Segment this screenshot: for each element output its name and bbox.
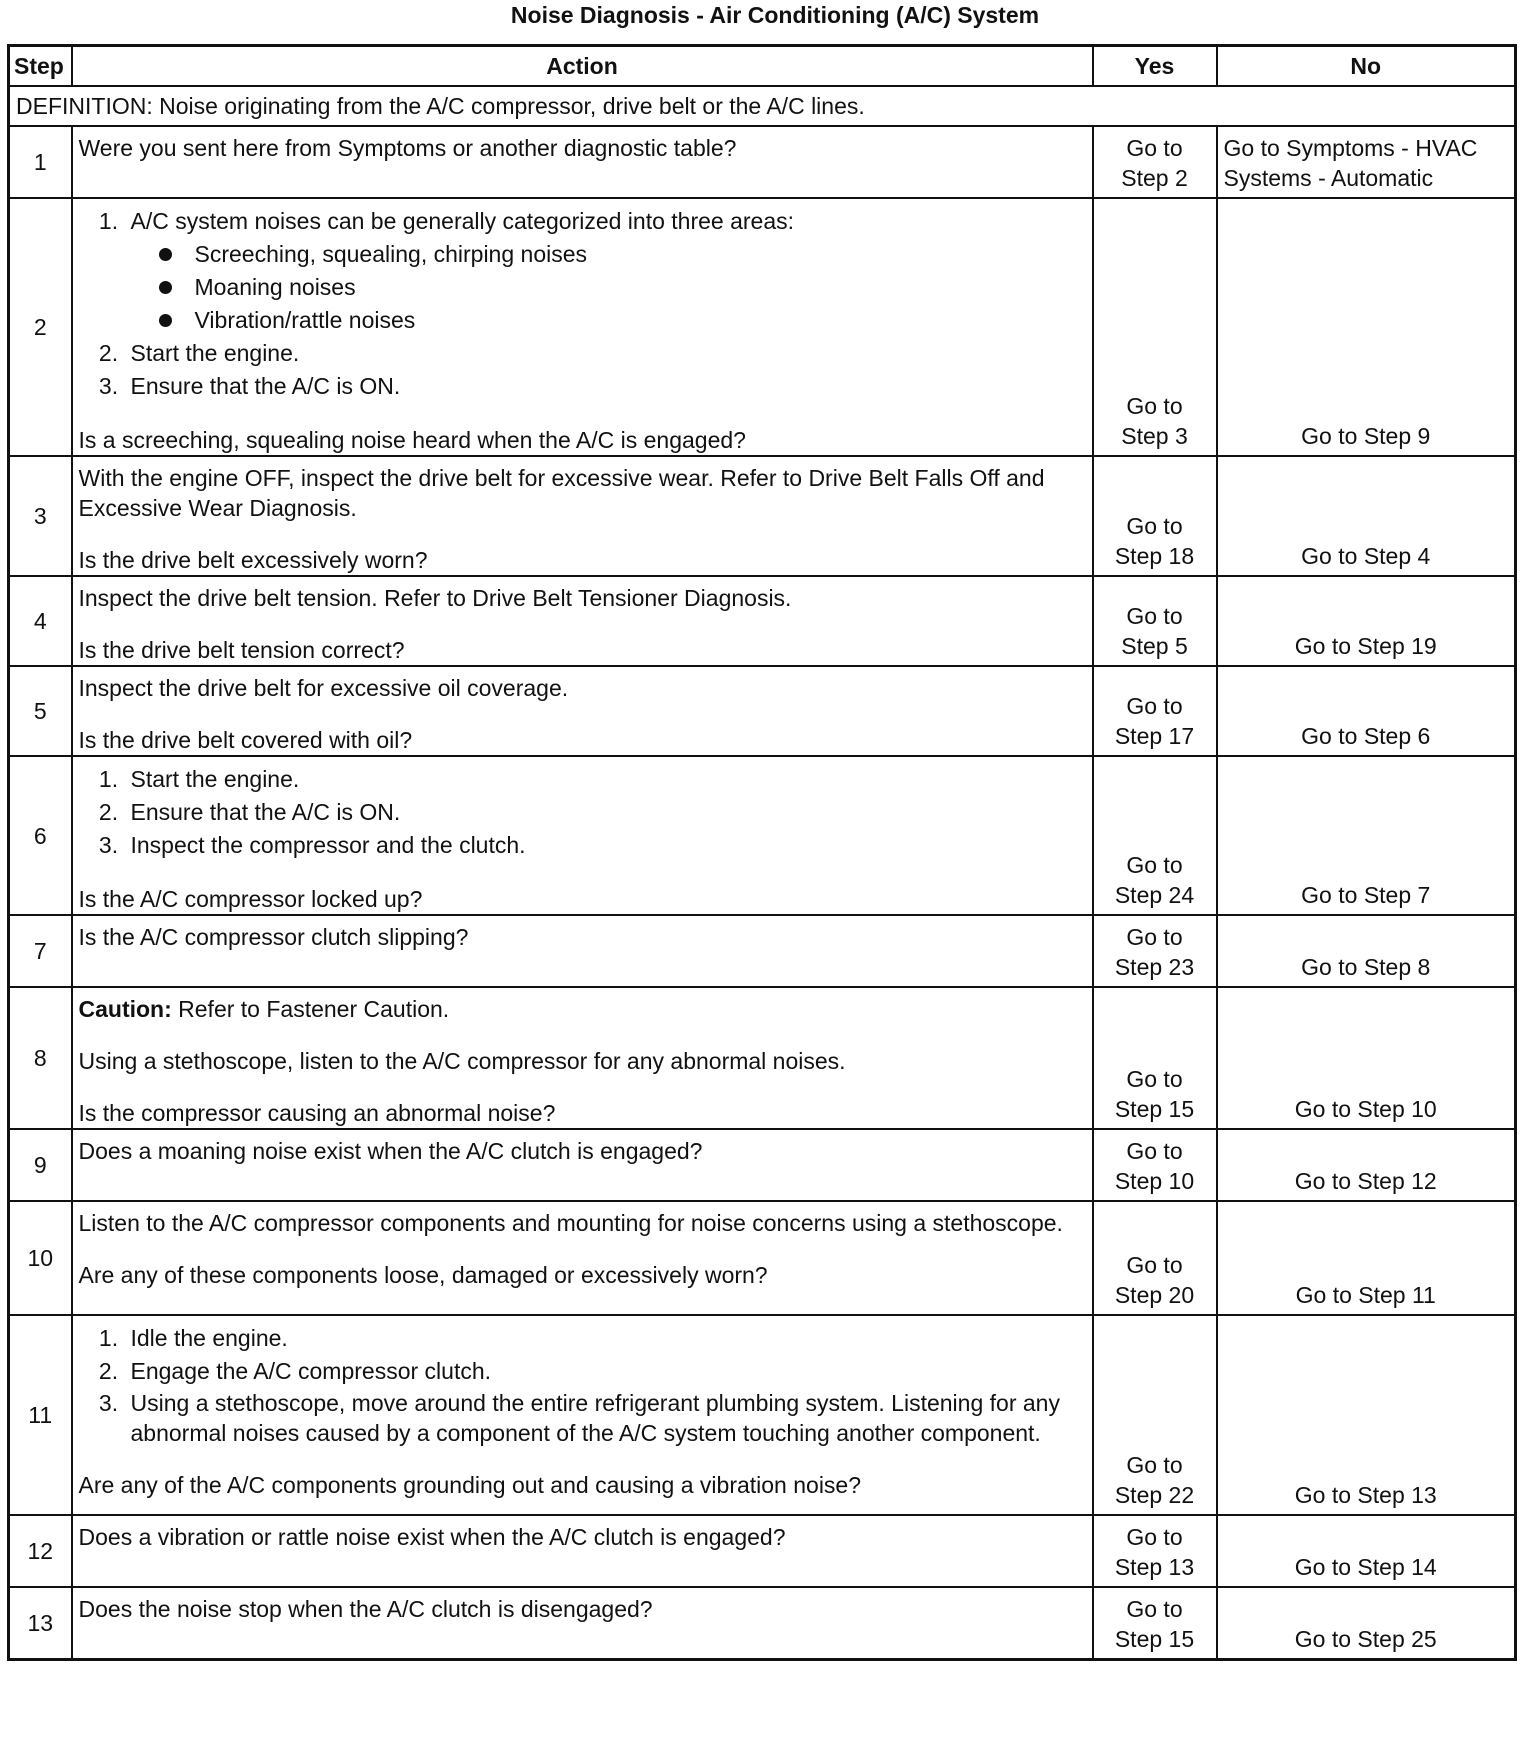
step-number: 6 [9, 756, 72, 915]
no-cell: Go to Step 6 [1217, 666, 1516, 756]
table-row [9, 1315, 1516, 1515]
yes-cell: Go to Step 10 [1093, 1129, 1217, 1201]
step-number: 7 [9, 915, 72, 987]
yes-cell: Go to Step 5 [1093, 576, 1217, 666]
action-cell [72, 915, 1093, 987]
no-cell: Go to Step 10 [1217, 987, 1516, 1129]
table-row [9, 1201, 1516, 1315]
action-text: Does a moaning noise exist when the A/C clutch is engaged? [78, 1138, 703, 1164]
yes-cell: Go to Step 20 [1093, 1201, 1217, 1315]
step-number: 13 [9, 1587, 72, 1660]
action-steps: 1. Start the engine. 2. Ensure that the A/C is ON. 3. Inspect the compressor and the clutch. [79, 763, 1086, 862]
bullet-icon [159, 281, 172, 294]
table-row [9, 126, 1516, 198]
yes-cell: Go to Step 22 [1093, 1315, 1217, 1515]
no-cell: Go to Step 19 [1217, 576, 1516, 666]
step-number: 3 [9, 456, 72, 576]
action-text: Were you sent here from Symptoms or another diagnostic table? [78, 135, 737, 161]
yes-cell: Go to Step 3 [1093, 198, 1217, 456]
table-row [9, 1129, 1516, 1201]
table-row [9, 456, 1516, 576]
action-question: Is the drive belt covered with oil? [78, 727, 413, 753]
action-text: Listen to the A/C compressor components and mounting for noise concerns using a stethoscope. [78, 1210, 1063, 1236]
header-no: No [1217, 46, 1516, 87]
action-question: Is the compressor causing an abnormal noise? [78, 1100, 556, 1126]
no-cell: Go to Step 13 [1217, 1315, 1516, 1515]
action-question: Is the A/C compressor locked up? [78, 886, 423, 912]
table-row [9, 915, 1516, 987]
action-text: Does a vibration or rattle noise exist when the A/C clutch is engaged? [78, 1524, 786, 1550]
action-steps: 1. Idle the engine. 2. Engage the A/C compressor clutch. 3. Using a stethoscope, move around the entire refrigerant plumbing system. Listening for any abnormal noises caused by a component of the A/C system touching another component. [79, 1322, 1086, 1448]
header-yes: Yes [1093, 46, 1217, 87]
action-cell [72, 1587, 1093, 1660]
table-row [9, 1587, 1516, 1660]
no-cell: Go to Step 8 [1217, 915, 1516, 987]
no-cell: Go to Step 11 [1217, 1201, 1516, 1315]
yes-cell: Go to Step 15 [1093, 1587, 1217, 1660]
action-cell [72, 456, 1093, 576]
yes-cell: Go to Step 13 [1093, 1515, 1217, 1587]
step-number: 2 [9, 198, 72, 456]
action-text: Inspect the drive belt for excessive oil coverage. [78, 675, 569, 701]
action-cell [72, 756, 1093, 915]
yes-cell: Go to Step 24 [1093, 756, 1217, 915]
step-number: 5 [9, 666, 72, 756]
step-number: 9 [9, 1129, 72, 1201]
action-cell [72, 576, 1093, 666]
yes-cell: Go to Step 18 [1093, 456, 1217, 576]
no-cell: Go to Step 25 [1217, 1587, 1516, 1660]
step-number: 11 [9, 1315, 72, 1515]
header-step: Step [9, 46, 72, 87]
definition-text: DEFINITION: Noise originating from the A/C compressor, drive belt or the A/C lines. [9, 86, 1516, 126]
table-row [9, 987, 1516, 1129]
table-row [9, 576, 1516, 666]
yes-cell: Go to Step 15 [1093, 987, 1217, 1129]
step-number: 4 [9, 576, 72, 666]
step-number: 12 [9, 1515, 72, 1587]
header-row [9, 46, 1516, 87]
action-question: Is a screeching, squealing noise heard when the A/C is engaged? [78, 427, 746, 453]
header-action: Action [72, 46, 1093, 87]
bullet-icon [159, 314, 172, 327]
action-question: Are any of the A/C components grounding out and causing a vibration noise? [78, 1472, 862, 1498]
yes-cell: Go to Step 23 [1093, 915, 1217, 987]
table-row [9, 666, 1516, 756]
action-text: Is the A/C compressor clutch slipping? [78, 924, 469, 950]
action-cell [72, 126, 1093, 198]
table-row [9, 756, 1516, 915]
step-number: 1 [9, 126, 72, 198]
definition-row [9, 86, 1516, 126]
no-cell: Go to Step 7 [1217, 756, 1516, 915]
action-cell [72, 198, 1093, 456]
step-number: 8 [9, 987, 72, 1129]
table-row [9, 198, 1516, 456]
action-text: Using a stethoscope, listen to the A/C compressor for any abnormal noises. [78, 1048, 846, 1074]
action-cell [72, 1129, 1093, 1201]
diagnosis-table [7, 44, 1517, 1661]
caution-note: Caution: Refer to Fastener Caution. [78, 996, 450, 1022]
step-number: 10 [9, 1201, 72, 1315]
action-cell [72, 1201, 1093, 1315]
action-question: Is the drive belt tension correct? [78, 637, 405, 663]
action-text: With the engine OFF, inspect the drive belt for excessive wear. Refer to Drive Belt Falls Off and Excessive Wear Diagnosis. [78, 465, 1045, 521]
action-text: Does the noise stop when the A/C clutch is disengaged? [78, 1596, 653, 1622]
table-row [9, 1515, 1516, 1587]
action-cell [72, 987, 1093, 1129]
no-cell: Go to Step 14 [1217, 1515, 1516, 1587]
yes-cell: Go to Step 2 [1093, 126, 1217, 198]
action-steps: 1. A/C system noises can be generally categorized into three areas: Screeching, squealing, chirping noises Moaning noises Vibration/rattle noises 2. Start the engine. 3. Ensure that the A/C is ON. [79, 205, 1086, 403]
bullet-icon [159, 248, 172, 261]
yes-cell: Go to Step 17 [1093, 666, 1217, 756]
no-cell: Go to Step 9 [1217, 198, 1516, 456]
action-question: Is the drive belt excessively worn? [78, 547, 428, 573]
no-cell: Go to Step 12 [1217, 1129, 1516, 1201]
no-cell: Go to Symptoms - HVAC Systems - Automatic [1217, 126, 1516, 198]
no-cell: Go to Step 4 [1217, 456, 1516, 576]
action-cell [72, 666, 1093, 756]
noise-categories: Screeching, squealing, chirping noises Moaning noises Vibration/rattle noises [131, 238, 1086, 337]
action-text: Inspect the drive belt tension. Refer to Drive Belt Tensioner Diagnosis. [78, 585, 792, 611]
action-cell [72, 1315, 1093, 1515]
action-question: Are any of these components loose, damaged or excessively worn? [78, 1262, 768, 1288]
action-cell [72, 1515, 1093, 1587]
page-title: Noise Diagnosis - Air Conditioning (A/C) System [510, 2, 1040, 28]
